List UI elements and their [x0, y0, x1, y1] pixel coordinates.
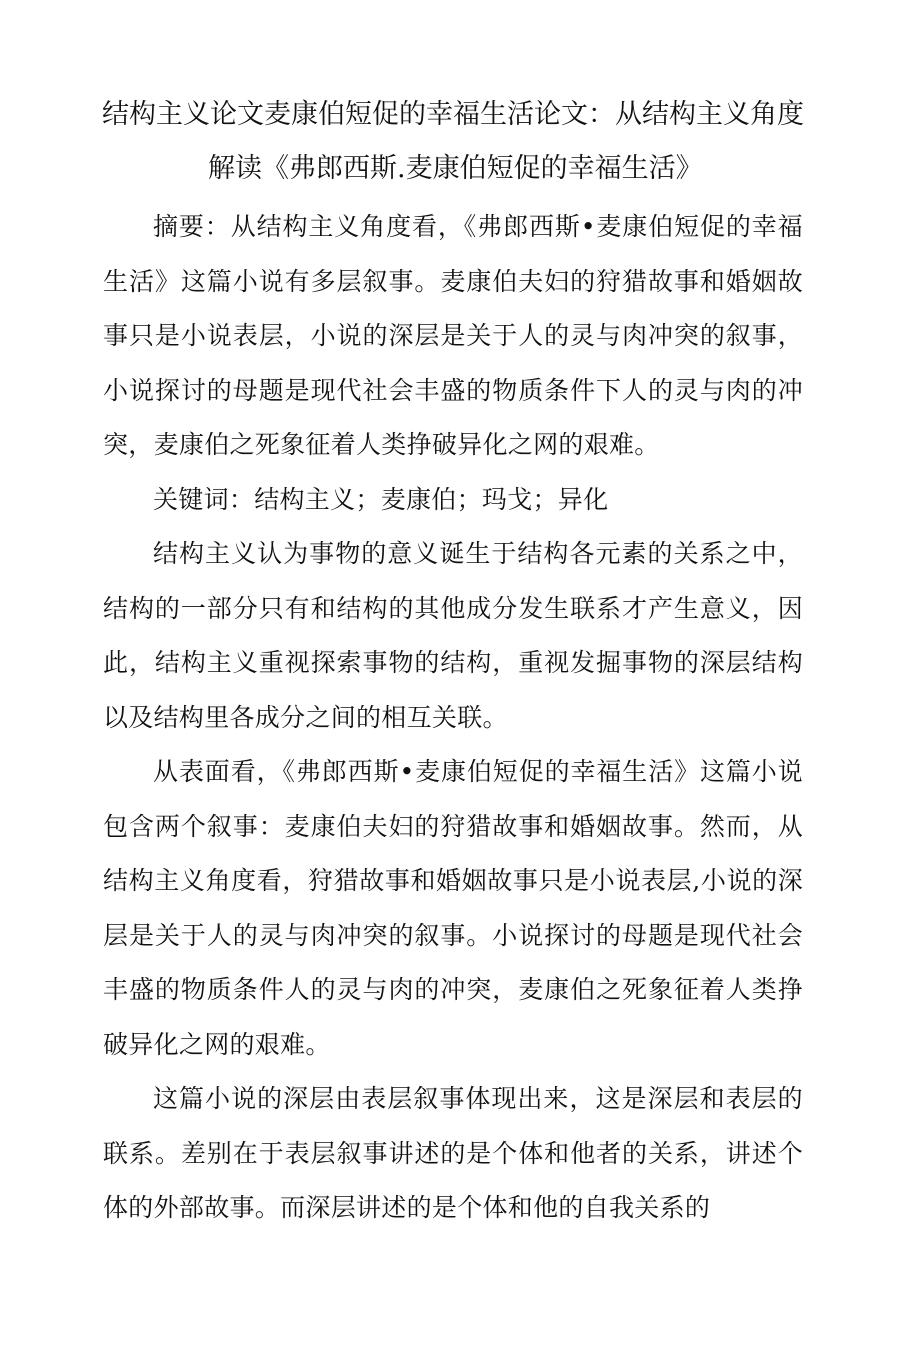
abstract-paragraph: 摘要：从结构主义角度看，《弗郎西斯•麦康伯短促的幸福生活》这篇小说有多层叙事。麦康伯夫妇的狩猎故事和婚姻故事只是小说表层，小说的深层是关于人的灵与肉冲突的叙事，小说探讨的母题是现代社会丰盛的物质条件下人的灵与肉的冲突，麦康伯之死象征着人类挣破异化之网的艰难。 [103, 212, 803, 459]
body-paragraph-deep-layer: 这篇小说的深层由表层叙事体现出来，这是深层和表层的联系。差别在于表层叙事讲述的是个体和他者的关系，讲述个体的外部故事。而深层讲述的是个体和他的自我关系的 [103, 1084, 803, 1222]
document-title-line-1: 结构主义论文麦康伯短促的幸福生活论文：从结构主义角度 [102, 99, 804, 130]
document-title-line-2: 解读《弗郎西斯.麦康伯短促的幸福生活》 [208, 153, 703, 184]
document-body [103, 200, 803, 1236]
keywords-paragraph: 关键词：结构主义；麦康伯；玛戈；异化 [153, 484, 609, 514]
body-paragraph-surface: 从表面看，《弗郎西斯•麦康伯短促的幸福生活》这篇小说包含两个叙事：麦康伯夫妇的狩猎故事和婚姻故事。然而，从结构主义角度看，狩猎故事和婚姻故事只是小说表层,小说的深层是关于人的灵与肉冲突的叙事。小说探讨的母题是现代社会丰盛的物质条件人的灵与肉的冲突，麦康伯之死象征着人类挣破异化之网的艰难。 [103, 757, 803, 1059]
body-paragraph-structuralism: 结构主义认为事物的意义诞生于结构各元素的关系之中，结构的一部分只有和结构的其他成分发生联系才产生意义，因此，结构主义重视探索事物的结构，重视发掘事物的深层结构以及结构里各成分之间的相互关联。 [103, 539, 803, 732]
